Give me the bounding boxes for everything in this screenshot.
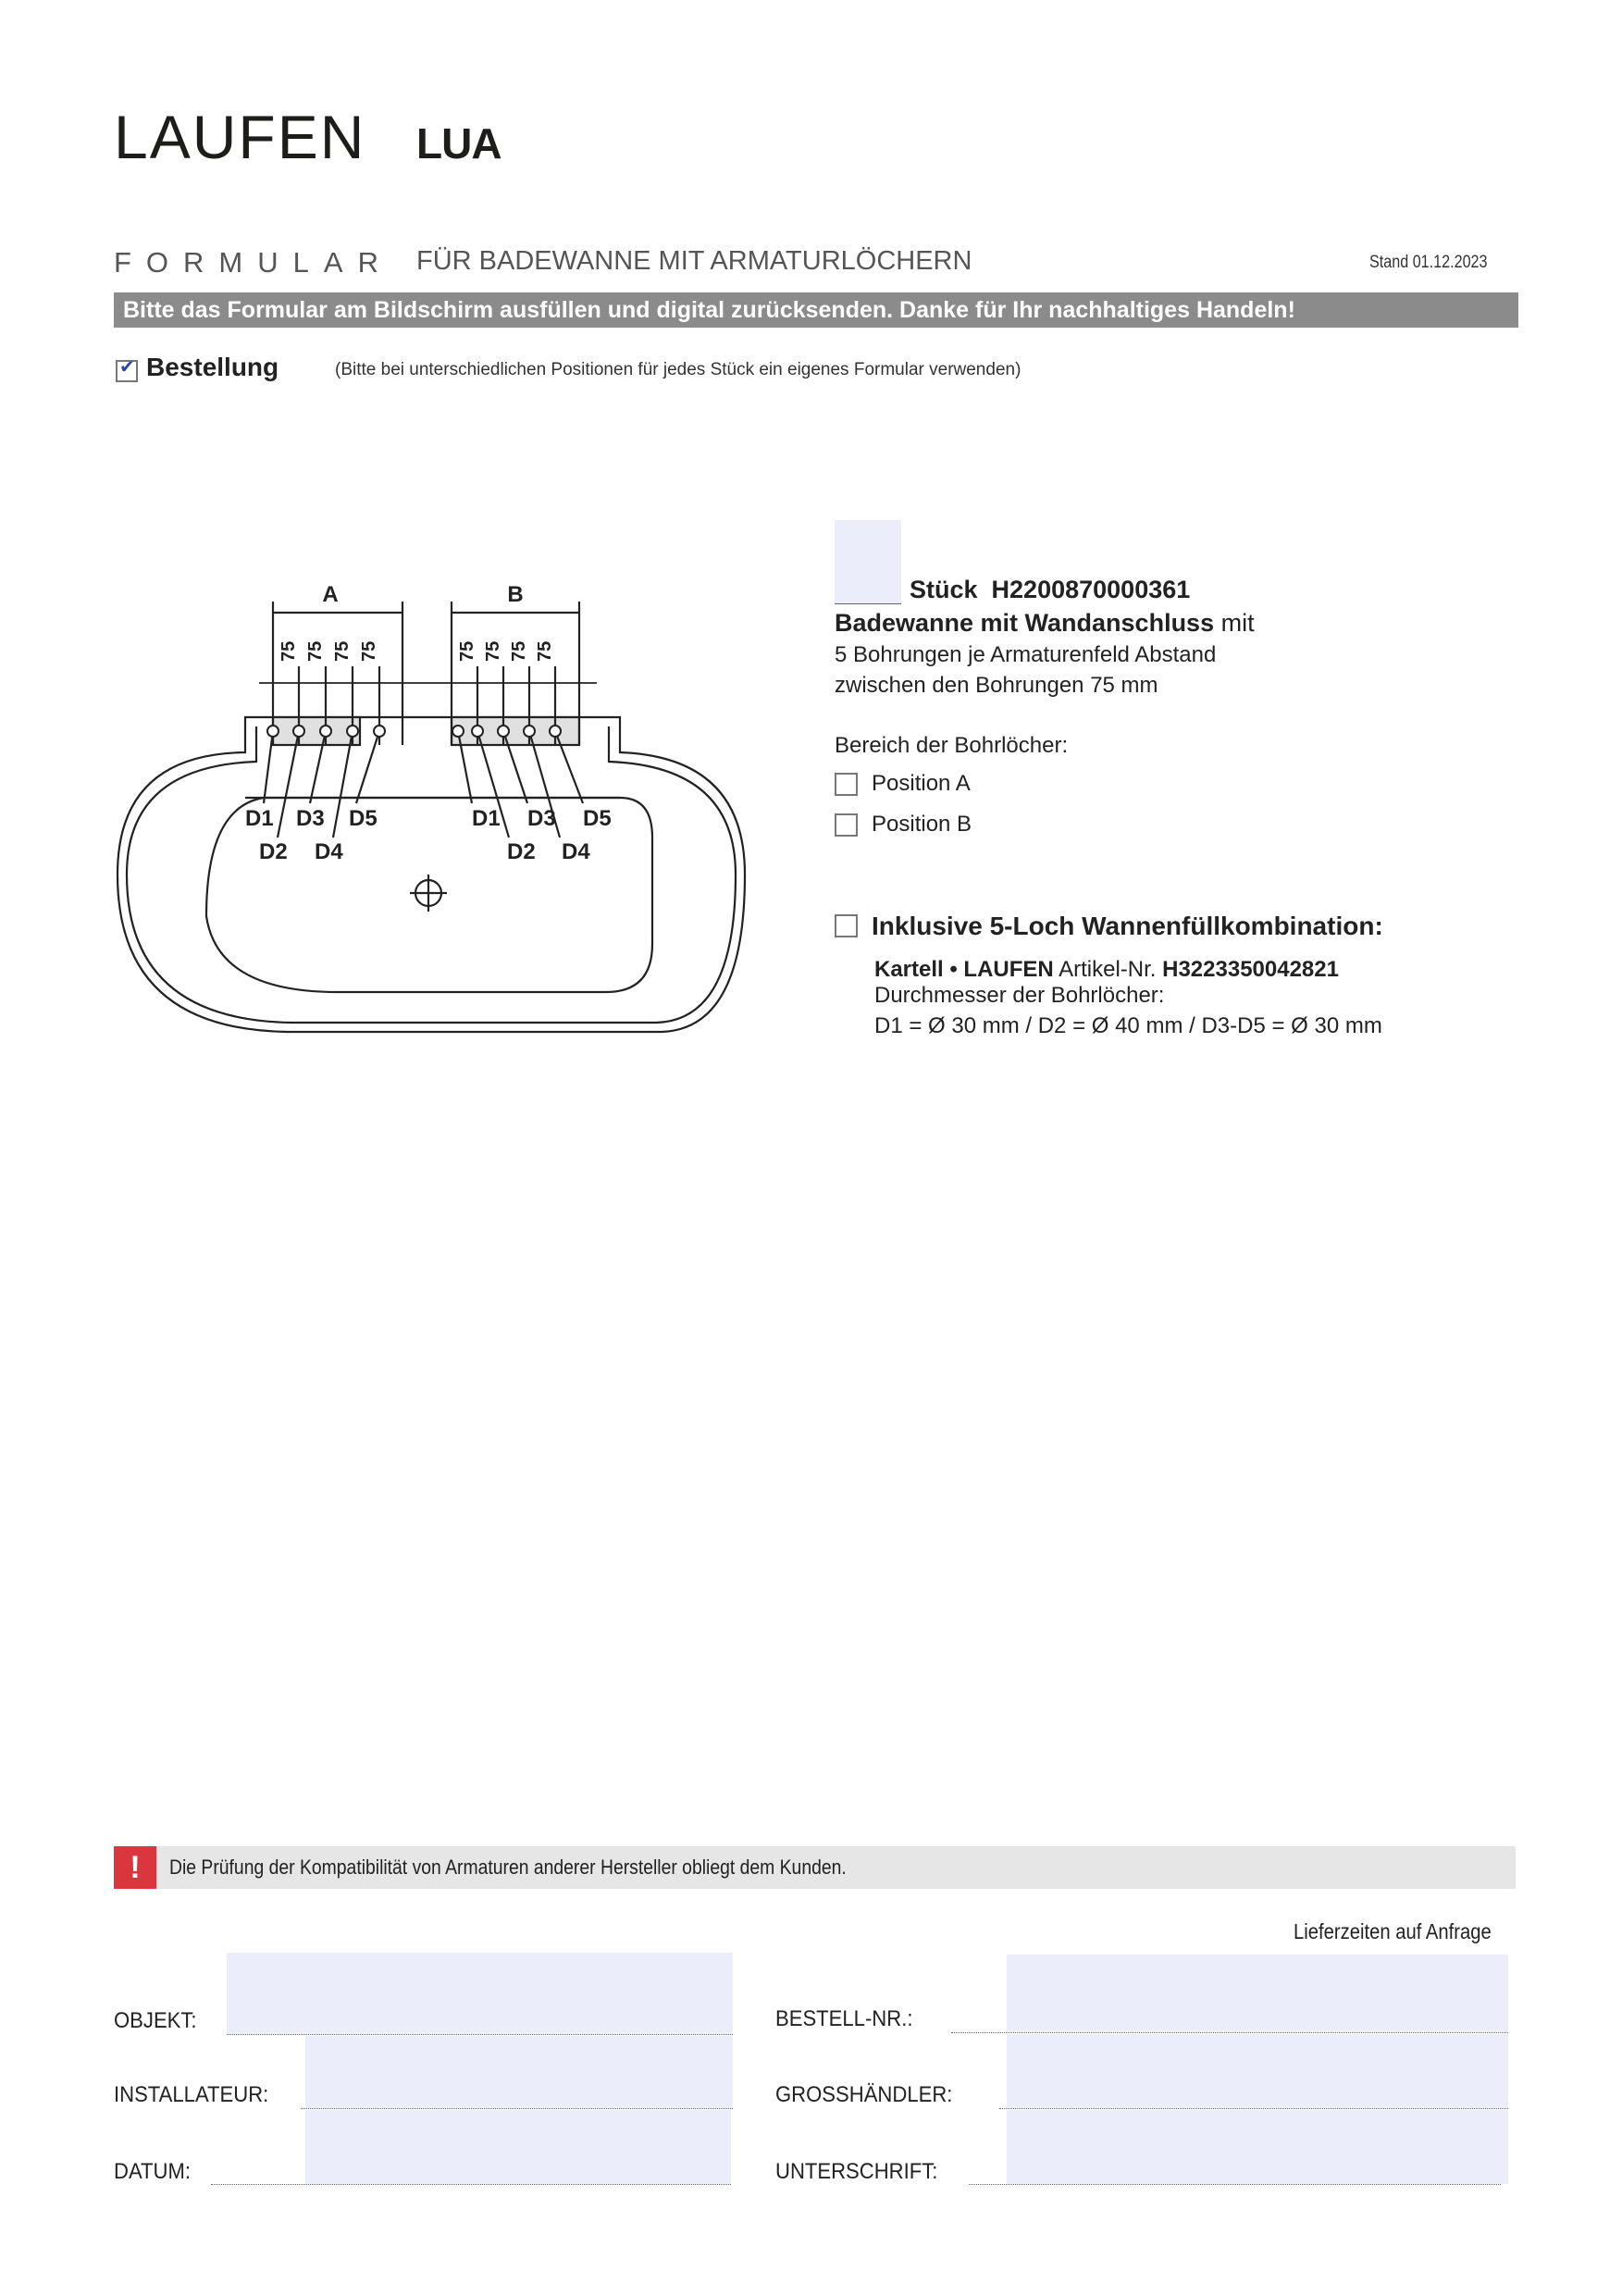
instruction-banner: Bitte das Formular am Bildschirm ausfüllen und digital zurücksenden. Danke für Ihr nachhaltiges Handeln! (114, 292, 1518, 328)
tub-outer-contour (118, 717, 745, 1032)
spacing-label: 75 (279, 640, 299, 662)
hole-label-d1: D1 (472, 806, 501, 831)
bereich-label: Bereich der Bohrlöcher: (835, 733, 1069, 758)
brand-logo: LAUFEN (114, 103, 366, 171)
grosshaendler-field[interactable] (1007, 2034, 1508, 2108)
hole-label-d1: D1 (245, 806, 274, 831)
warning-text: Die Prüfung der Kompatibilität von Armaturen anderer Hersteller obliegt dem Kunden. (169, 1855, 847, 1879)
spacing-label: 75 (457, 640, 477, 662)
hole-label-d5: D5 (583, 806, 612, 831)
order-label: Bestellung (146, 353, 279, 381)
article-name: Badewanne mit Wandanschluss mit (835, 609, 1255, 637)
hole-label-d4: D4 (315, 839, 343, 864)
hole-label-d3: D3 (296, 806, 325, 831)
position-a-checkbox[interactable] (835, 773, 858, 796)
installateur-label: INSTALLATEUR: (114, 2082, 269, 2107)
formular-label: FORMULAR (114, 246, 393, 279)
fill-combination-label: Inklusive 5-Loch Wannenfüllkombination: (872, 912, 1383, 940)
objekt-field[interactable] (227, 1953, 733, 2034)
datum-underline (211, 2184, 731, 2185)
hole-label-d3: D3 (527, 806, 556, 831)
datum-field[interactable] (305, 2110, 731, 2184)
bestell-nr-underline (951, 2032, 1508, 2033)
hole-diameters: D1 = Ø 30 mm / D2 = Ø 40 mm / D3-D5 = Ø 30 mm (874, 1013, 1382, 1038)
order-note: (Bitte bei unterschiedlichen Positionen für jedes Stück ein eigenes Formular verwenden) (335, 360, 1021, 379)
article-number-line: Stück H2200870000361 (910, 576, 1191, 603)
position-b-label: Position B (872, 812, 972, 837)
objekt-label: OBJEKT: (114, 2008, 197, 2033)
bestell-nr-label: BESTELL-NR.: (775, 2006, 913, 2031)
installateur-field[interactable] (305, 2036, 733, 2108)
fill-combination-article: Kartell • LAUFEN Artikel-Nr. H3223350042821 (874, 957, 1339, 982)
fill-combination-checkbox[interactable] (835, 914, 858, 937)
hole-label-d4: D4 (562, 839, 590, 864)
exclamation-icon: ! (114, 1846, 156, 1889)
unterschrift-field[interactable] (1007, 2110, 1508, 2184)
article-desc-line3: zwischen den Bohrungen 75 mm (835, 673, 1158, 698)
position-b-checkbox[interactable] (835, 813, 858, 837)
spacing-label: 75 (332, 640, 353, 662)
position-a-label: Position A (872, 771, 971, 796)
hole-label-d2: D2 (259, 839, 288, 864)
quantity-field[interactable] (835, 520, 901, 603)
label-b: B (507, 582, 524, 607)
grosshaendler-label: GROSSHÄNDLER: (775, 2082, 953, 2107)
bathtub-diagram (106, 574, 754, 1036)
spacing-label: 75 (359, 640, 379, 662)
compatibility-warning (114, 1846, 1516, 1889)
label-a: A (322, 582, 339, 607)
durchmesser-label: Durchmesser der Bohrlöcher: (874, 983, 1165, 1008)
grosshaendler-underline (999, 2108, 1508, 2109)
stand-date: Stand 01.12.2023 (1369, 253, 1488, 272)
spacing-label: 75 (483, 640, 503, 662)
lieferzeiten-note: Lieferzeiten auf Anfrage (1294, 1919, 1492, 1943)
form-title: FÜR BADEWANNE MIT ARMATURLÖCHERN (416, 246, 972, 276)
installateur-underline (301, 2108, 733, 2109)
product-name: LUA (416, 119, 501, 168)
spacing-label: 75 (535, 640, 555, 662)
unterschrift-underline (969, 2184, 1501, 2185)
unterschrift-label: UNTERSCHRIFT: (775, 2159, 938, 2184)
hole-label-d5: D5 (349, 806, 378, 831)
bestell-nr-field[interactable] (1007, 1955, 1508, 2032)
article-desc-line2: 5 Bohrungen je Armaturenfeld Abstand (835, 642, 1217, 667)
spacing-label: 75 (305, 640, 326, 662)
checkmark-icon: ✔ (119, 357, 135, 378)
order-checkbox[interactable] (116, 357, 138, 382)
tub-outer-contour-inner-line (127, 726, 736, 1023)
spacing-label: 75 (509, 640, 529, 662)
datum-label: DATUM: (114, 2159, 192, 2184)
hole-label-d2: D2 (507, 839, 536, 864)
quantity-underline (835, 603, 901, 604)
objekt-underline (227, 2034, 733, 2035)
